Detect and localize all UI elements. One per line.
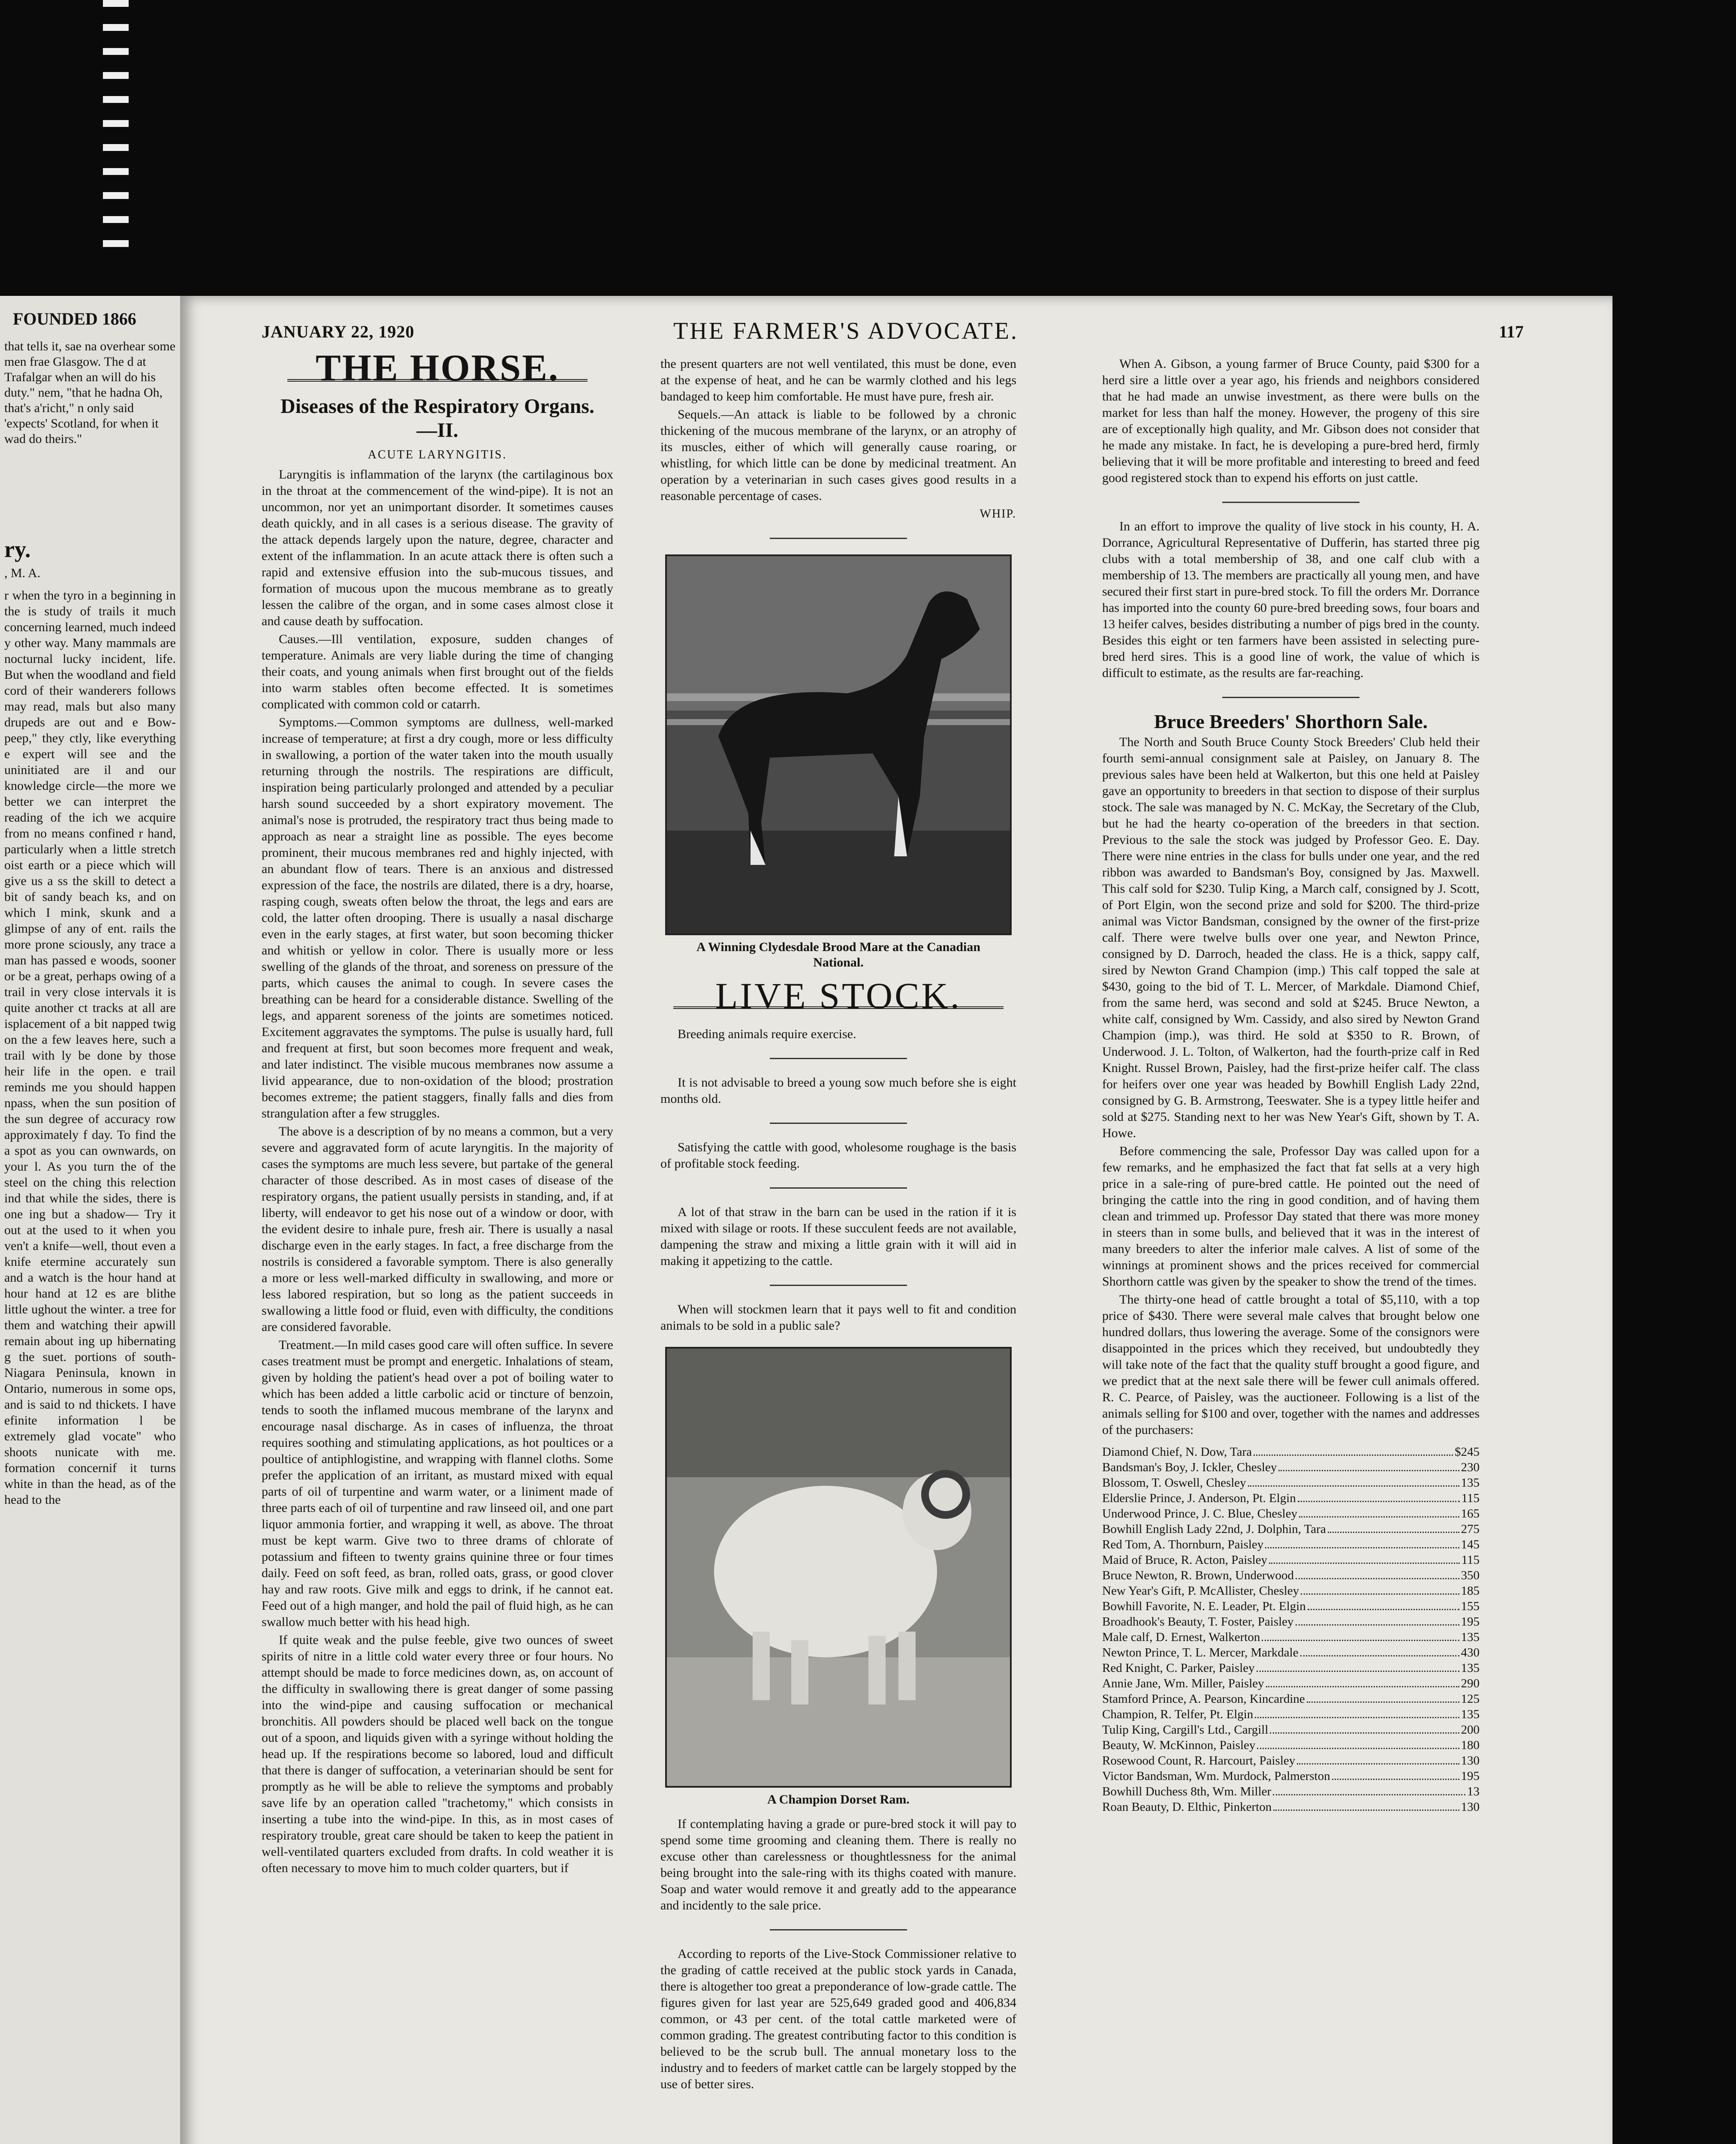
sale-price: 115	[1461, 1491, 1480, 1505]
paragraph: the present quarters are not well ventilated, this must be done, even at the expense of heat, and he can be warmly clothed and his legs bandaged to keep him comfortable. He must have pure, fresh air.	[660, 357, 1016, 404]
sale-price: 195	[1461, 1615, 1480, 1629]
paragraph: When A. Gibson, a young farmer of Bruce County, paid $300 for a herd sire a little over a year ago, his friends and neighbors considered that he had made an unwise investment, as there were bulls on the market for less than half the money. However, the progeny of this sire are of exceptionally high quality, and Mr. Gibson does not consider that he made any mistake. In fact, he is developing a pure-bred herd, firmly believing that it will be more profitable and interesting to breed and feed good registered stock than to expend his efforts on just cattle.	[1102, 357, 1480, 485]
animal-purchaser: Rosewood Count, R. Harcourt, Paisley	[1102, 1754, 1296, 1768]
list-item	[1102, 1444, 1480, 1460]
paragraph: If quite weak and the pulse feeble, give two ounces of sweet spirits of nitre in a little cold water every three or four hours. No attempt should be made to force medicines down, as, on account of the difficulty in swallowing there is great danger of some passing into the wind-pipe and causing suffocation or mechanical bronchitis. All powders should be placed well back on the tongue out of a spoon, and liquids given with a syringe without holding the head up. If the respirations become so labored, loud and difficult that there is danger of suffocation, a veterinarian should be sent for promptly as he will be able to relieve the symptoms and probably save life by an operation called "trachetomy," which consists in inserting a tube into the wind-pipe. In this, as in most cases of respiratory trouble, great care should be taken to keep the patient in well-ventilated quarters excluded from drafts. In cold weather it is often necessary to move him to much colder quarters, but if	[262, 1633, 613, 1875]
list-item	[1102, 1629, 1480, 1645]
animal-purchaser: Red Knight, C. Parker, Paisley	[1102, 1661, 1255, 1675]
animal-purchaser: Newton Prince, T. L. Mercer, Markdale	[1102, 1646, 1299, 1659]
sale-price: 195	[1461, 1769, 1480, 1783]
page-masthead: THE FARMER'S ADVOCATE.	[673, 318, 1019, 344]
paragraph: The thirty-one head of cattle brought a total of $5,110, with a top price of $430. There were several male calves that brought below one hundred dollars, thus lowering the average. Some of the consignors were disappointed in the prices which they received, but undoubtedly they will take note of the fact that the quality stuff brought a good figure, and we predict that at the next sale there will be fewer cull animals offered. R. C. Pearce, of Paisley, was the auctioneer. Following is a list of the animals selling for $100 and over, together with the names and addresses of the purchasers:	[1102, 1292, 1480, 1437]
column-1	[262, 347, 613, 1878]
list-item	[1102, 1645, 1480, 1660]
short-note: It is not advisable to breed a young sow much before she is eight months old.	[660, 1075, 1016, 1106]
paragraph: In an effort to improve the quality of live stock in his county, H. A. Dorrance, Agricultural Representative of Dufferin, has started three pig clubs with a total membership of 38, and one calf club with a membership of 13. The members are practically all young men, and have secured their first start in pure-bred stock. To fill the orders Mr. Dorrance has imported into the county 60 pure-bred breeding sows, four boars and 13 heifer calves, besides distributing a number of pigs bred in the county. Besides this eight or ten farmers have been assisted in selecting pure-bred herd sires. This is a good line of work, the value of which is difficult to estimate, as the results are far-reaching.	[1102, 519, 1480, 680]
animal-purchaser: Red Tom, A. Thornburn, Paisley	[1102, 1538, 1264, 1551]
column-3	[1102, 356, 1480, 1815]
page-date: JANUARY 22, 1920	[262, 322, 415, 341]
department-heading-live-stock: LIVE STOCK.	[673, 988, 1004, 1009]
short-note: A lot of that straw in the barn can be used in the ration if it is mixed with silage or roots. If these succulent feeds are not available, dampening the straw and mixing a little grain with it will aid in making it appetizing to the cattle.	[660, 1205, 1016, 1268]
sale-price-list	[1102, 1444, 1480, 1815]
sale-price: 130	[1461, 1800, 1480, 1814]
animal-purchaser: Tulip King, Cargill's Ltd., Cargill	[1102, 1723, 1269, 1737]
column-2	[660, 356, 1016, 2094]
short-note: When will stockmen learn that it pays well to fit and condition animals to be sold in a public sale?	[660, 1302, 1016, 1333]
adjacent-page	[0, 296, 180, 2144]
list-item	[1102, 1614, 1480, 1629]
list-item	[1102, 1475, 1480, 1491]
animal-purchaser: Roan Beauty, D. Elthic, Pinkerton	[1102, 1800, 1272, 1814]
animal-purchaser: Bowhill Favorite, N. E. Leader, Pt. Elgin	[1102, 1599, 1306, 1613]
sale-price: 430	[1461, 1646, 1480, 1659]
list-item	[1102, 1583, 1480, 1599]
paragraph: Laryngitis is inflammation of the larynx (the cartilaginous box in the throat at the commencement of the wind-pipe). It is not an uncommon, nor yet an unimportant disorder. It sometimes causes death quickly, and in all cases is a serious disease. The gravity of the attack depends largely upon the nature, degree, character and extent of the inflammation. In an acute attack there is often such a rapid and extensive effusion into the sub-mucous tissues, and formation of mucous upon the mucous membrane as to greatly lessen the calibre of the organ, and in some cases almost close it and cause death by suffocation.	[262, 467, 613, 628]
list-item	[1102, 1722, 1480, 1737]
animal-purchaser: New Year's Gift, P. McAllister, Chesley	[1102, 1584, 1299, 1598]
animal-purchaser: Diamond Chief, N. Dow, Tara	[1102, 1445, 1252, 1459]
animal-purchaser: Annie Jane, Wm. Miller, Paisley	[1102, 1677, 1264, 1690]
paragraph: According to reports of the Live-Stock Commissioner relative to the grading of cattle received at the public stock yards in Canada, there is altogether too great a preponderance of low-grade cattle. The figures given for last year are 525,649 graded good and 406,834 common, or 43 per cent. of the total cattle marketed were of common grading. The greatest contributing factor to this condition is believed to be the scrub bull. The annual monetary loss to the industry and to feeders of market cattle can be largely stopped by the use of better sires.	[660, 1947, 1016, 2091]
adjacent-page-author: , M. A.	[4, 566, 41, 580]
list-item	[1102, 1768, 1480, 1784]
list-item	[1102, 1660, 1480, 1676]
dorset-ram-photo	[665, 1347, 1012, 1788]
divider	[770, 538, 907, 539]
divider	[770, 1929, 907, 1930]
short-note: Satisfying the cattle with good, wholesome roughage is the basis of profitable stock feeding.	[660, 1140, 1016, 1171]
sale-price: 165	[1461, 1507, 1480, 1521]
paragraph: Symptoms.—Common symptoms are dullness, well-marked increase of temperature; at first a dry cough, more or less difficulty in swallowing, a portion of the water taken into the mouth usually returning through the nostrils. The respirations are difficult, inspiration being particularly prolonged and attended by a peculiar harsh sound succeeded by a short expiratory movement. The animal's nose is protruded, the respiratory tract thus being made to approach as near a straight line as possible. The eyes become prominent, their mucous membranes red and highly injected, with an abundant flow of tears. There is an anxious and distressed expression of the face, the nostrils are dilated, there is a dry, hoarse, rasping cough, sweats often below the throat, the legs and ears are cold, the latter often drooping. There is usually a nasal discharge even in the early stages, at first water, but soon becoming thicker and whitish or yellow in color. There is usually more or less swelling of the glands of the throat, and soreness on pressure of the parts, which causes the animal to cough. In severe cases the breathing can be heard for a considerable distance. Swelling of the legs, and apparent soreness of the joints are sometimes noticed. Excitement aggravates the symptoms. The pulse is usually hard, full and frequent at first, but soon becomes more frequent and weak, and later indistinct. The visible mucous membranes now assume a livid appearance, due to non-oxidation of the blood; prostration becomes extreme; the patient staggers, finally falls and dies from strangulation after a few struggles.	[262, 715, 613, 1120]
adjacent-page-snippet: that tells it, sae na overhear some men frae Glasgow. The d at Trafalgar when an will do his duty." nem, "that he hadna Oh, that's a'richt," n only said 'expects' Scotland, for when it wad do theirs."	[4, 339, 176, 446]
animal-purchaser: Victor Bandsman, Wm. Murdock, Palmerston	[1102, 1769, 1330, 1783]
animal-purchaser: Broadhook's Beauty, T. Foster, Paisley	[1102, 1615, 1294, 1629]
animal-purchaser: Beauty, W. McKinnon, Paisley	[1102, 1738, 1256, 1752]
magazine-page	[180, 296, 1612, 2144]
divider	[770, 1123, 907, 1124]
animal-purchaser: Bandsman's Boy, J. Ickler, Chesley	[1102, 1460, 1277, 1474]
paragraph: Before commencing the sale, Professor Day was called upon for a few remarks, and he emphasized the fact that fat sells at a very high price in a sale-ring of pure-bred cattle. He pointed out the need of bringing the cattle into the ring in good condition, and of having them clean and trimmed up. Professor Day stated that there was more money in steers than in some bulls, and believed that it was in the interest of many breeders to alter the inferior male calves. A list of some of the winnings at prominent shows and the prices received for commercial Shorthorn cattle was given by the speaker to show the trend of the times.	[1102, 1144, 1480, 1289]
department-heading-horse: THE HORSE.	[287, 360, 588, 382]
sale-price: 13	[1467, 1785, 1480, 1798]
list-item	[1102, 1537, 1480, 1552]
list-item	[1102, 1506, 1480, 1521]
divider	[770, 1285, 907, 1286]
paragraph: The above is a description of by no means a common, but a very severe and aggravated form of acute laryngitis. In the majority of cases the symptoms are much less severe, but partake of the general character of those described. As in most cases of disease of the respiratory organs, the patient usually persists in standing, and, if at liberty, will endeavor to get his nose out of a window or door, with the evident desire to inhale pure, fresh air. There is usually a nasal discharge even in the early stages. In fact, a free discharge from the nostrils is considered a favorable symptom. There is also generally a more or less well-marked difficulty in swallowing, and more or less labored respiration, but so long as the patient succeeds in swallowing a little food or fluid, even with difficulty, the conditions are considered favorable.	[262, 1124, 613, 1334]
photo-caption: A Winning Clydesdale Brood Mare at the Canadian National.	[696, 940, 981, 970]
animal-purchaser: Bruce Newton, R. Brown, Underwood	[1102, 1569, 1294, 1582]
article-title: Diseases of the Respiratory Organs.—II.	[280, 395, 594, 442]
animal-purchaser: Maid of Bruce, R. Acton, Paisley	[1102, 1553, 1268, 1567]
divider	[770, 1187, 907, 1189]
animal-purchaser: Underwood Prince, J. C. Blue, Chesley	[1102, 1507, 1298, 1521]
sale-price: 115	[1461, 1553, 1480, 1567]
list-item	[1102, 1753, 1480, 1768]
list-item	[1102, 1552, 1480, 1568]
sale-price: 130	[1461, 1754, 1480, 1768]
list-item	[1102, 1676, 1480, 1691]
sale-price: 230	[1461, 1460, 1480, 1474]
divider	[1222, 697, 1359, 698]
paragraph: The North and South Bruce County Stock Breeders' Club held their fourth semi-annual consignment sale at Paisley, on January 8. The previous sales have been held at Walkerton, but this one held at Paisley gave an opportunity to breeders in that section to dispose of their surplus stock. The sale was managed by N. C. McKay, the Secretary of the Club, but he had the hearty co-operation of the breeders in that section. Previous to the sale the stock was judged by Professor Geo. E. Day. There were nine entries in the class for bulls under one year, and the red ribbon was awarded to Bandsman's Boy, consigned by Jas. Maxwell. This calf sold for $230. Tulip King, a March calf, consigned by J. Scott, of Port Elgin, won the second prize and sold for $200. The third-prize animal was Victor Bandsman, consigned by the owner of the first-prize calf. There were twelve bulls over one year, and Newton Prince, consigned by D. Darroch, headed the class. He is a thick, sappy calf, sired by Newton Grand Champion (imp.) This calf topped the sale at $430, going to the bid of T. L. Mercer, of Markdale. Diamond Chief, from the same herd, was second and sold at $245. Bruce Newton, a white calf, consigned by Wm. Cassidy, and also sired by Newton Grand Champion (imp.), was third. He sold at $350 to R. Brown, of Underwood. J. L. Tolton, of Walkerton, had the fourth-prize calf in Red Knight. Russel Brown, Paisley, had the first-prize heifer calf. The class for heifers over one year was headed by Bowhill English Lady 22nd, consigned by G. B. Armstrong, Teeswater. She is a typey little heifer and sold at $275. Standing next to her was New Year's Gift, shown by T. A. Howe.	[1102, 735, 1480, 1140]
paragraph: If contemplating having a grade or pure-bred stock it will pay to spend some time grooming and cleaning them. There is really no excuse other than carelessness or thoughtlessness for the animal being brought into the sale-ring with its thighs coated with manure. Soap and water would remove it and greatly add to the appearance and incidently to the sale price.	[660, 1817, 1016, 1912]
article-subhead: ACUTE LARYNGITIS.	[368, 448, 507, 461]
animal-purchaser: Champion, R. Telfer, Pt. Elgin	[1102, 1707, 1254, 1721]
sale-price: 185	[1461, 1584, 1480, 1598]
sale-price: 135	[1461, 1476, 1480, 1490]
list-item	[1102, 1599, 1480, 1614]
article-title: Bruce Breeders' Shorthorn Sale.	[1154, 711, 1428, 732]
photo-caption: A Champion Dorset Ram.	[767, 1792, 910, 1807]
list-item	[1102, 1737, 1480, 1753]
adjacent-page-body: r when the tyro in a beginning in the is study of trails it much concerning learned, much indeed y other way. Many mammals are nocturnal lucky incident, life. But when the woodland and field cord of their wanderers follows may read, mals but also many drupeds are out and e Bow-peep," they ctly, like everything e expert will see and the uninitiated are il and our knowledge circle—the more we better we can interpret the reading of the ich we acquire from no means confined r hand, particularly when a little stretch oist earth or a piece which will give us a ss the skill to detect a bit of sandy beach ks, and on which I mink, skunk and a glimpse of any of ent. rails the more prone sciously, any trace a man has passed e woods, sooner or be a great, perhaps owing of a trail in very close intervals it is quite another ct tracks at all are isplacement of a bit napped twig on the a few leaves here, such a trail with ly be done by those heir life in the open. e trail reminds me you should happen npass, when the sun position of the sun degree of accuracy row approximately f day. To find the a spot as you can ownwards, on your l. As you turn the of the steel on the ching this relection ind that while the sides, there is one ing but a shadow— Try it out at the used to it when you ven't a knife—well, thout even a knife etermine accurately sun and a watch is the hour hand at hour hand at 12 es are blithe little ughout the winter. a tree for them and watching their apwill remain about ing up hibernating g the suet. portions of south- Niagara Peninsula, known in Ontario, numerous in some ops, and is said to nd thickets. I have efinite information l be extremely glad vocate" who shoots nunicate with me. formation concernif it turns white in than the head, as of the head to the	[4, 588, 176, 1507]
list-item	[1102, 1568, 1480, 1583]
film-registration-marks	[103, 0, 129, 266]
list-item	[1102, 1707, 1480, 1722]
animal-purchaser: Bowhill Duchess 8th, Wm. Miller	[1102, 1785, 1272, 1798]
ram-image	[667, 1349, 1010, 1786]
sale-price: 155	[1461, 1599, 1480, 1613]
sale-price: 135	[1461, 1661, 1480, 1675]
list-item	[1102, 1521, 1480, 1537]
animal-purchaser: Male calf, D. Ernest, Walkerton	[1102, 1630, 1260, 1644]
sale-price: $245	[1455, 1445, 1480, 1459]
adjacent-page-title: ry.	[4, 536, 31, 562]
page-number: 117	[1499, 322, 1524, 341]
animal-purchaser: Blossom, T. Oswell, Chesley	[1102, 1476, 1246, 1490]
horse-image	[667, 556, 1010, 933]
list-item	[1102, 1460, 1480, 1475]
sale-price: 290	[1461, 1677, 1480, 1690]
short-note: Breeding animals require exercise.	[678, 1027, 856, 1041]
paragraph: Sequels.—An attack is liable to be followed by a chronic thickening of the mucous membrane of the larynx, or an atrophy of its muscles, either of which will generally cause roaring, or whistling, for which little can be done by medicinal treatment. An operation by a veterinarian in such cases gives good results in a reasonable percentage of cases.	[660, 407, 1016, 503]
animal-purchaser: Elderslie Prince, J. Anderson, Pt. Elgin	[1102, 1491, 1296, 1505]
paragraph: Treatment.—In mild cases good care will often suffice. In severe cases treatment must be prompt and energetic. Inhalations of steam, given by holding the patient's head over a pot of boiling water to which has been added a little carbolic acid or tincture of benzoin, tends to sooth the inflamed mucous membrane of the larynx and encourage nasal discharge. As in cases of influenza, the throat requires soothing and stimulating applications, as hot poultices or a poultice of antiphlogistine, and wrapping with flannel cloths. Some prefer the application of an irritant, as mustard mixed with equal parts of oil of turpentine and warm water, or a liniment made of three parts each of oil of turpentine and raw linseed oil, and one part liquor ammonia fortier, and wrapping it well, as above. The throat must be kept warm. Give two to three drams of chlorate of potassium and fifteen to twenty grains quinine three or four times daily. Feed on soft feed, as bran, rolled oats, grass, or good clover hay and raw roots. Give milk and eggs to drink, if he cannot eat. Feed out of a high manger, and hold the pail of fluid high, as he can swallow much better with his head high.	[262, 1338, 613, 1629]
animal-purchaser: Stamford Prince, A. Pearson, Kincardine	[1102, 1692, 1305, 1706]
paragraph: Causes.—Ill ventilation, exposure, sudden changes of temperature. Animals are very liable during the time of changing their coats, and young animals when first brought out of the fields into warm stables often become effected. It is sometimes complicated with common cold or catarrh.	[262, 632, 613, 711]
list-item	[1102, 1691, 1480, 1707]
sale-price: 135	[1461, 1630, 1480, 1644]
clydesdale-mare-photo	[665, 554, 1012, 935]
list-item	[1102, 1784, 1480, 1799]
sale-price: 275	[1461, 1522, 1480, 1536]
author-signature: WHIP.	[980, 507, 1016, 521]
sale-price: 145	[1461, 1538, 1480, 1551]
divider	[1222, 502, 1359, 503]
sale-price: 200	[1461, 1723, 1480, 1737]
sale-price: 125	[1461, 1692, 1480, 1706]
adjacent-page-header: FOUNDED 1866	[13, 309, 136, 328]
animal-purchaser: Bowhill English Lady 22nd, J. Dolphin, Tara	[1102, 1522, 1326, 1536]
sale-price: 180	[1461, 1738, 1480, 1752]
sale-price: 135	[1461, 1707, 1480, 1721]
list-item	[1102, 1799, 1480, 1815]
sale-price: 350	[1461, 1569, 1480, 1582]
list-item	[1102, 1491, 1480, 1506]
divider	[770, 1058, 907, 1059]
